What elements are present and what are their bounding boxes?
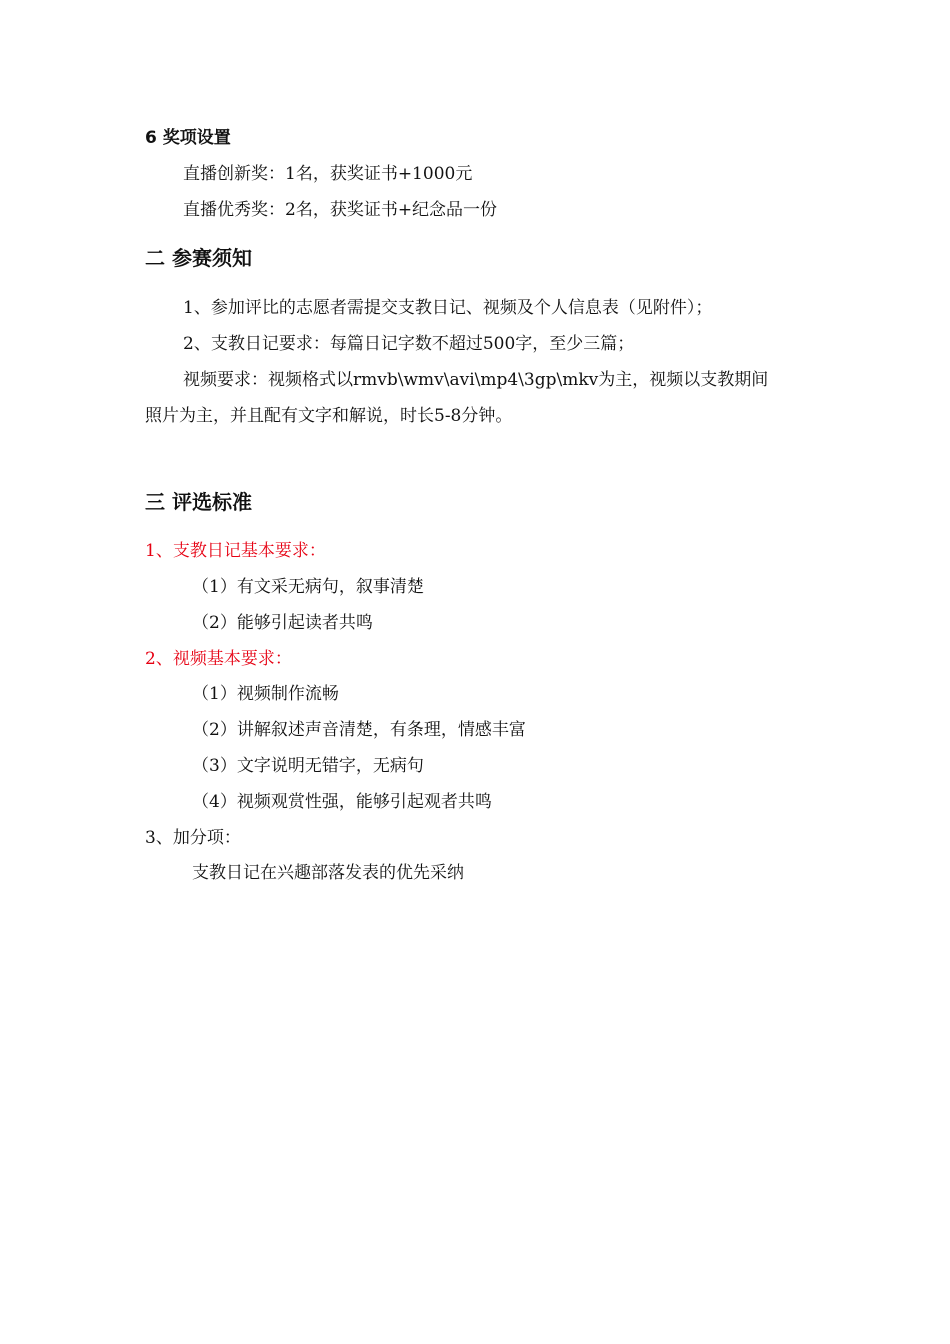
criteria-group-title: 1、支教日记基本要求： <box>145 541 326 561</box>
notice-paragraph: 2、支教日记要求：每篇日记字数不超过500字，至少三篇； <box>183 334 635 354</box>
notice-heading: 二 参赛须知 <box>145 246 252 270</box>
notice-paragraph: 视频要求：视频格式以rmvb\wmv\avi\mp4\3gp\mkv为主，视频以支教期间 <box>183 370 769 390</box>
notice-paragraph: 照片为主，并且配有文字和解说，时长5-8分钟。 <box>145 406 513 426</box>
criteria-item: （2）能够引起读者共鸣 <box>192 613 373 633</box>
criteria-item: （4）视频观赏性强，能够引起观者共鸣 <box>192 792 492 812</box>
criteria-heading: 三 评选标准 <box>145 490 252 514</box>
criteria-item: （1）有文采无病句，叙事清楚 <box>192 577 424 597</box>
award-item-innovation: 直播创新奖：1名，获奖证书+1000元 <box>183 164 473 184</box>
awards-heading: 6 奖项设置 <box>145 128 231 148</box>
criteria-item: （1）视频制作流畅 <box>192 684 339 704</box>
criteria-group-title: 2、视频基本要求： <box>145 649 292 669</box>
notice-paragraph: 1、参加评比的志愿者需提交支教日记、视频及个人信息表（见附件）； <box>183 298 713 318</box>
criteria-item: （3）文字说明无错字，无病句 <box>192 756 424 776</box>
criteria-group-title: 3、加分项： <box>145 828 241 848</box>
award-item-excellence: 直播优秀奖：2名，获奖证书+纪念品一份 <box>183 200 498 220</box>
criteria-item: （2）讲解叙述声音清楚，有条理，情感丰富 <box>192 720 526 740</box>
criteria-item: 支教日记在兴趣部落发表的优先采纳 <box>192 863 464 883</box>
